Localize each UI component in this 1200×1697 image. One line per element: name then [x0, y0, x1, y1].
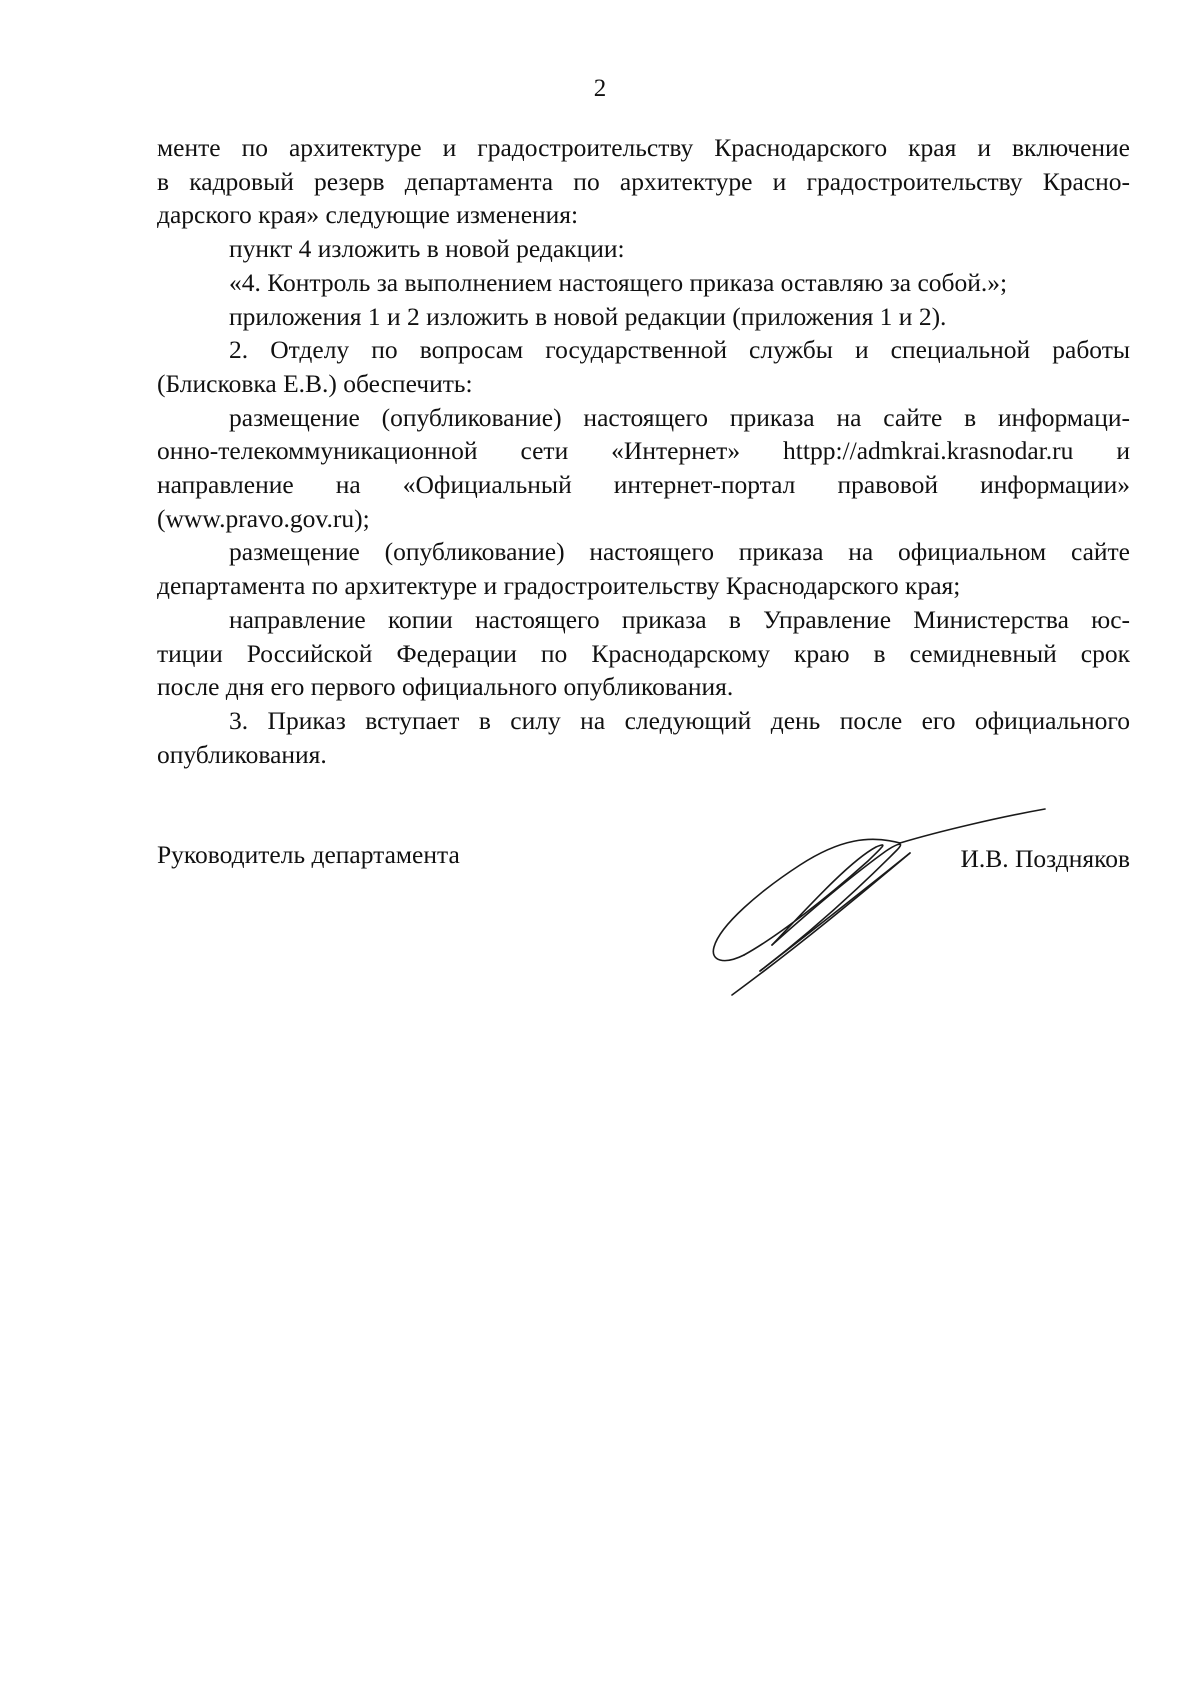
text-line: размещение (опубликование) настоящего приказа на сайте в информаци-	[229, 402, 1130, 432]
text-line: дарского края» следующие изменения:	[157, 200, 579, 230]
text-line: направление на «Официальный интернет-портал правовой информации»	[157, 470, 1130, 500]
text-line: менте по архитектуре и градостроительству Краснодарского края и включение	[157, 133, 1130, 162]
signatory-position: Руководитель департамента	[157, 840, 460, 869]
text-line: в кадровый резерв департамента по архитектуре и градостроительству Красно-	[157, 166, 1130, 196]
paragraph-point-4: пункт 4 изложить в новой редакции:	[229, 234, 625, 264]
paragraph-publication-official	[157, 535, 1130, 602]
text-line: опубликования.	[157, 739, 327, 769]
paragraph-item-3	[157, 704, 1130, 771]
paragraph-amendment-intro	[157, 131, 1130, 232]
document-body	[157, 131, 1130, 771]
text-line: тиции Российской Федерации по Краснодарскому краю в семидневный срок	[157, 638, 1130, 668]
text-line: (Блисковка Е.В.) обеспечить:	[157, 368, 473, 398]
paragraph-ministry-copy	[157, 603, 1130, 704]
text-line: онно-телекоммуникационной сети «Интернет» httpp://admkrai.krasnodar.ru и	[157, 436, 1130, 466]
paragraph-appendices: приложения 1 и 2 изложить в новой редакции (приложения 1 и 2).	[229, 301, 947, 331]
paragraph-item-2	[157, 333, 1130, 400]
page-number: 2	[593, 75, 607, 102]
paragraph-publication-site	[157, 401, 1130, 536]
text-line: после дня его первого официального опубликования.	[157, 672, 734, 702]
text-line: 2. Отделу по вопросам государственной службы и специальной работы	[229, 335, 1130, 365]
paragraph-point-4-text: «4. Контроль за выполнением настоящего приказа оставляю за собой.»;	[229, 267, 1008, 297]
text-line: департамента по архитектуре и градостроительству Краснодарского края;	[157, 571, 961, 601]
text-line: размещение (опубликование) настоящего приказа на официальном сайте	[229, 537, 1130, 567]
text-line: 3. Приказ вступает в силу на следующий день после его официального	[229, 705, 1130, 735]
signatory-name: И.В. Поздняков	[960, 844, 1130, 873]
text-line: направление копии настоящего приказа в Управление Министерства юс-	[229, 604, 1130, 634]
text-line: (www.pravo.gov.ru);	[157, 503, 370, 533]
handwritten-signature	[700, 795, 1060, 1005]
